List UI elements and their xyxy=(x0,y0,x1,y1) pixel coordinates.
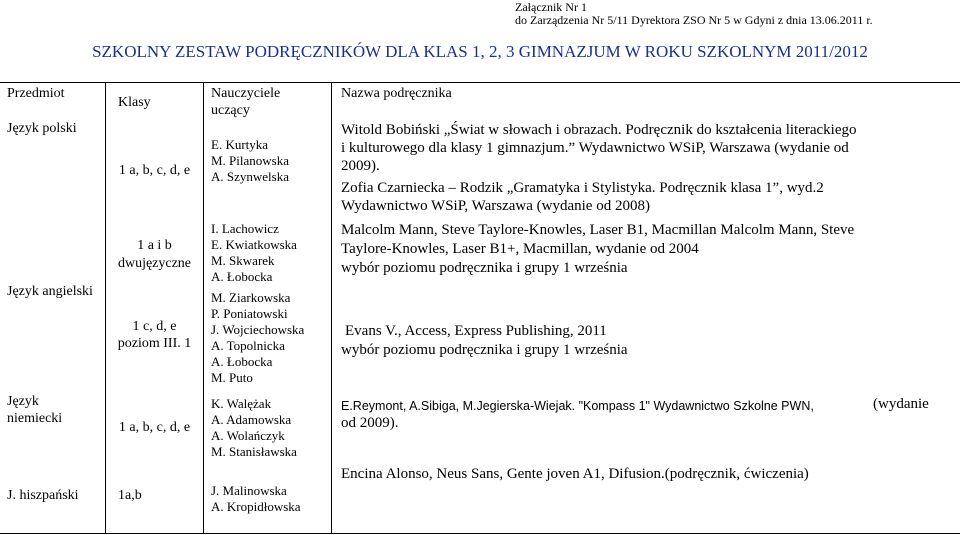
teacher-name: I. Lachowicz xyxy=(211,221,279,236)
page-title: SZKOLNY ZESTAW PODRĘCZNIKÓW DLA KLAS 1, 2, 3 GIMNAZJUM W ROKU SZKOLNYM 2011/2012 xyxy=(92,42,868,61)
subject-cell: niemiecki xyxy=(7,411,63,426)
teacher-name: M. Pilanowska xyxy=(211,153,289,168)
header-teachers-line2: uczący xyxy=(211,103,250,118)
column-divider xyxy=(203,82,204,534)
book-line: E.Reymont, A.Sibiga, M.Jegierska-Wiejak. "Kompass 1" Wydawnictwo Szkolne PWN, xyxy=(341,399,814,413)
header-book: Nazwa podręcznika xyxy=(341,86,452,101)
book-line: Taylore-Knowles, Laser B1+, Macmillan, wydanie od 2004 xyxy=(341,241,699,257)
book-line: i kulturowego dla klasy 1 gimnazjum.” Wydawnictwo WSiP, Warszawa (wydanie od xyxy=(341,140,849,156)
teacher-name: M. Skwarek xyxy=(211,253,275,268)
book-line: (wydanie xyxy=(873,396,929,412)
attachment-number: Załącznik Nr 1 xyxy=(515,0,587,14)
subject-cell: Język angielski xyxy=(7,284,93,299)
teacher-name: M. Puto xyxy=(211,370,253,385)
teacher-name: J. Malinowska xyxy=(211,483,287,498)
column-divider xyxy=(105,82,106,534)
regulation-reference: do Zarządzenia Nr 5/11 Dyrektora ZSO Nr 5 w Gdyni z dnia 13.06.2011 r. xyxy=(515,13,873,27)
subject-cell: J. hiszpański xyxy=(7,488,79,503)
book-line: Evans V., Access, Express Publishing, 2011 xyxy=(345,323,607,339)
teacher-name: A. Adamowska xyxy=(211,412,292,427)
teacher-name: A. Topolnicka xyxy=(211,338,285,353)
teacher-name: A. Wolańczyk xyxy=(211,428,285,443)
book-line: 2009). xyxy=(341,158,380,174)
classes-cell: poziom III. 1 xyxy=(117,336,192,351)
book-line: Malcolm Mann, Steve Taylore-Knowles, Laser B1, Macmillan Malcolm Mann, Steve xyxy=(341,222,855,238)
teacher-name: K. Walężak xyxy=(211,396,272,411)
book-line: Zofia Czarniecka – Rodzik „Gramatyka i Stylistyka. Podręcznik klasa 1”, wyd.2 xyxy=(341,180,824,196)
teacher-name: A. Szynwelska xyxy=(211,169,289,184)
teacher-name: E. Kwiatkowska xyxy=(211,237,297,252)
teacher-name: A. Łobocka xyxy=(211,269,273,284)
teacher-name: A. Kropidłowska xyxy=(211,499,301,514)
teacher-name: P. Poniatowski xyxy=(211,306,288,321)
book-line: Wydawnictwo WSiP, Warszawa (wydanie od 2008) xyxy=(341,198,650,214)
table-bottom-border xyxy=(0,533,960,534)
classes-cell: 1a,b xyxy=(118,488,142,503)
teacher-name: M. Stanisławska xyxy=(211,444,297,459)
book-line: Witold Bobiński „Świat w słowach i obrazach. Podręcznik do kształcenia literackiego xyxy=(341,122,857,138)
table-top-border xyxy=(0,82,960,83)
teacher-name: J. Wojciechowska xyxy=(211,322,305,337)
header-subject: Przedmiot xyxy=(7,86,65,101)
classes-cell: 1 a i b xyxy=(137,238,172,253)
teacher-name: A. Łobocka xyxy=(211,354,273,369)
book-line: wybór poziomu podręcznika i grupy 1 września xyxy=(341,260,628,276)
column-divider xyxy=(331,82,332,534)
subject-cell: Język polski xyxy=(7,121,77,136)
classes-cell: dwujęzyczne xyxy=(117,256,192,271)
book-line: od 2009). xyxy=(341,415,399,431)
book-line: Encina Alonso, Neus Sans, Gente joven A1, Difusion.(podręcznik, ćwiczenia) xyxy=(341,466,809,482)
teacher-name: E. Kurtyka xyxy=(211,137,269,152)
classes-cell: 1 a, b, c, d, e xyxy=(118,163,191,178)
teacher-name: M. Ziarkowska xyxy=(211,290,291,305)
header-teachers-line1: Nauczyciele xyxy=(211,86,281,101)
book-line: wybór poziomu podręcznika i grupy 1 września xyxy=(341,342,628,358)
header-classes: Klasy xyxy=(118,95,151,110)
classes-cell: 1 a, b, c, d, e xyxy=(118,420,191,435)
classes-cell: 1 c, d, e xyxy=(132,319,177,334)
subject-cell: Język xyxy=(7,394,39,409)
